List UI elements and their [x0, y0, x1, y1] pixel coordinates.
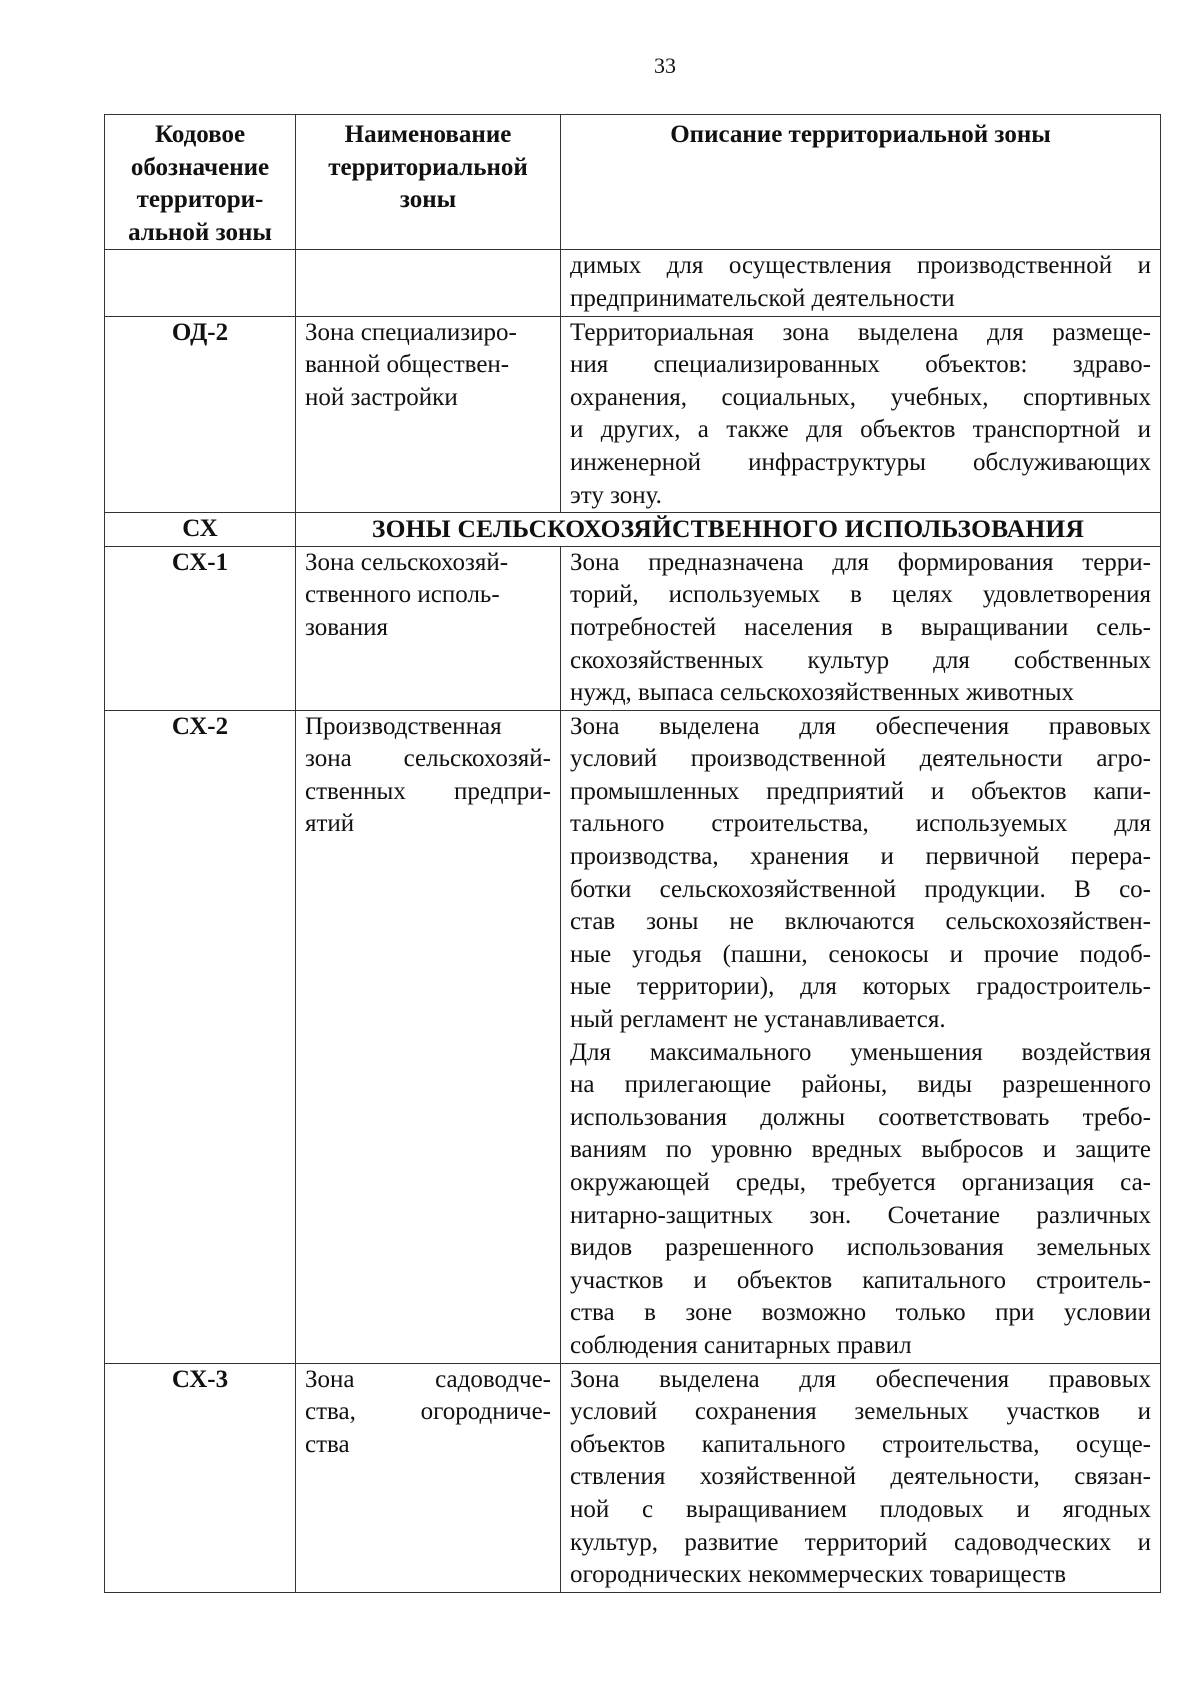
header-code: Кодовое обозначение территори- альной зоны — [105, 115, 296, 250]
table-row — [105, 250, 1161, 316]
section-title-sx: ЗОНЫ СЕЛЬСКОХОЗЯЙСТВЕННОГО ИСПОЛЬЗОВАНИЯ — [296, 513, 1161, 547]
zone-name-od2: Зона специализиро- ванной обществен- ной застройки — [296, 316, 561, 513]
zone-name-sx1: Зона сельскохозяй- ственного исполь- зования — [296, 546, 561, 710]
zone-description-cell: димых для осуществления производственной и предпринимательской деятельности — [561, 250, 1161, 316]
header-name: Наименование территориальной зоны — [296, 115, 561, 250]
zone-code-sx3: СХ-3 — [105, 1363, 296, 1592]
page-number: 33 — [654, 53, 676, 78]
section-code-sx: СХ — [105, 513, 296, 547]
zone-description-od2: Территориальная зона выделена для размеще- ния специализированных объектов: здраво- охранения, социальных, учебных, спортивных и других, а также для объектов транспортной и инженерной инфраструктуры обслуживающих эту зону. — [561, 316, 1161, 513]
section-row — [105, 513, 1161, 547]
table-header-row — [105, 115, 1161, 250]
territorial-zones-table — [104, 114, 1161, 1593]
zone-description-sx3: Зона выделена для обеспечения правовых условий сохранения земельных участков и объектов капитального строительства, осуще- ствления хозяйственной деятельности, связан- ной с выращиванием плодовых и ягодных культур, развитие территорий садоводческих и огороднических некоммерческих товариществ — [561, 1363, 1161, 1592]
zone-name-cell — [296, 250, 561, 316]
table-row — [105, 546, 1161, 710]
zone-name-sx3: Зона садоводче- ства, огородниче- ства — [296, 1363, 561, 1592]
table-row — [105, 710, 1161, 1363]
table-row — [105, 1363, 1161, 1592]
header-description: Описание территориальной зоны — [561, 115, 1161, 250]
zone-description-sx2: Зона выделена для обеспечения правовых условий производственной деятельности агро- промышленных предприятий и объектов капи- тального строительства, используемых для производства, хранения и первичной перера- ботки сельскохозяйственной продукции. В со- став зоны не включаются сельскохозяйствен- ные угодья (пашни, сенокосы и прочие подоб- ные территории), для которых градостроитель- ный регламент не устанавливается. Для максимального уменьшения воздействия на прилегающие районы, виды разрешенного использования должны соответствовать требо- ваниям по уровню вредных выбросов и защите окружающей среды, требуется организация са- нитарно-защитных зон. Сочетание различных видов разрешенного использования земельных участков и объектов капитального строитель- ства в зоне возможно только при условии соблюдения санитарных правил — [561, 710, 1161, 1363]
zone-description-sx1: Зона предназначена для формирования терри- торий, используемых в целях удовлетворения потребностей населения в выращивании сель- скохозяйственных культур для собственных нужд, выпаса сельскохозяйственных животных — [561, 546, 1161, 710]
table-row — [105, 316, 1161, 513]
zone-code-sx1: СХ-1 — [105, 546, 296, 710]
zone-code-sx2: СХ-2 — [105, 710, 296, 1363]
zone-code-cell — [105, 250, 296, 316]
zone-code-od2: ОД-2 — [105, 316, 296, 513]
zone-name-sx2: Производственная зона сельскохозяй- ственных предпри- ятий — [296, 710, 561, 1363]
